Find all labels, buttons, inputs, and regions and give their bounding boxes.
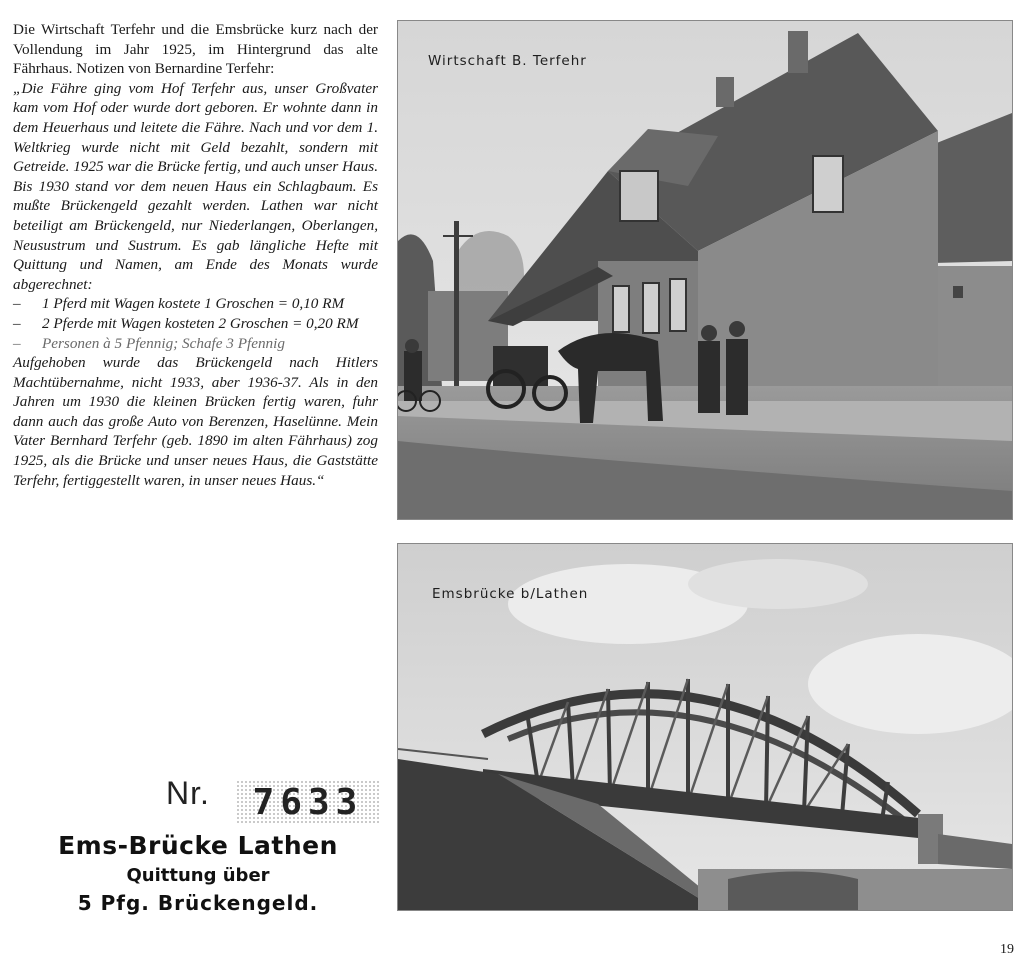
article-text [13, 20, 378, 490]
bridge-photo-caption: Emsbrücke b/Lathen [432, 586, 589, 602]
price-list [13, 294, 378, 353]
article-quote: „Die Fähre ging vom Hof Terfehr aus, unser Großvater kam vom Hof oder wurde dort geboren. Er wohnte dann in dem Heuerhaus und leitete die Fähre. Nach und vor dem 1. Weltkrieg wurde nicht mit Geld bezahlt, sondern mit Getreide. 1925 war die Brücke fertig, und auch unser Haus. Bis 1930 stand vor dem neuen Haus ein Schlagbaum. Es mußte Brückengeld gezahlt werden. Lathen war nicht beteiligt am Brückengeld, nur Niederlangen, Oberlangen, Neusustrum und Sustrum. Es gab längliche Hefte mit Quittung und Namen, am Ende des Monats wurde abgerechnet: [13, 79, 378, 293]
price-item: – 2 Pferde mit Wagen kosteten 2 Groschen = 0,20 RM [13, 314, 378, 334]
toll-receipt [14, 775, 382, 915]
bridge-photo [397, 543, 1013, 911]
price-item: – Personen à 5 Pfennig; Schafe 3 Pfennig [13, 334, 378, 354]
inn-photo-image [398, 21, 1012, 519]
article-intro: Die Wirtschaft Terfehr und die Emsbrücke kurz nach der Vollendung im Jahr 1925, im Hintergrund das alte Fährhaus. Notizen von Bernardine Terfehr: [13, 21, 378, 78]
receipt-title: Ems-Brücke Lathen [58, 831, 338, 860]
page-number: 19 [1000, 942, 1014, 957]
receipt-number: 7633 [236, 780, 380, 824]
inn-photo [397, 20, 1013, 520]
receipt-amount: 5 Pfg. Brückengeld. [77, 891, 319, 915]
price-item: – 1 Pferd mit Wagen kostete 1 Groschen = 0,10 RM [13, 294, 378, 314]
receipt-number-label: Nr. [166, 775, 210, 811]
receipt-subtitle: Quittung über [126, 865, 270, 886]
inn-photo-caption: Wirtschaft B. Terfehr [428, 53, 587, 69]
article-closing: Aufgehoben wurde das Brückengeld nach Hitlers Machtübernahme, nicht 1933, aber 1936-37. Als in den Jahren um 1930 die kleinen Brücken fertig waren, fuhr dann auch das große Auto von Berenzen, Haselünne. Mein Vater Bernhard Terfehr (geb. 1890 im alten Fährhaus) zog 1925, als die Brücke und unser neues Haus, die Gaststätte Terfehr, fertiggestellt waren, in unser neues Haus.“ [13, 354, 378, 489]
